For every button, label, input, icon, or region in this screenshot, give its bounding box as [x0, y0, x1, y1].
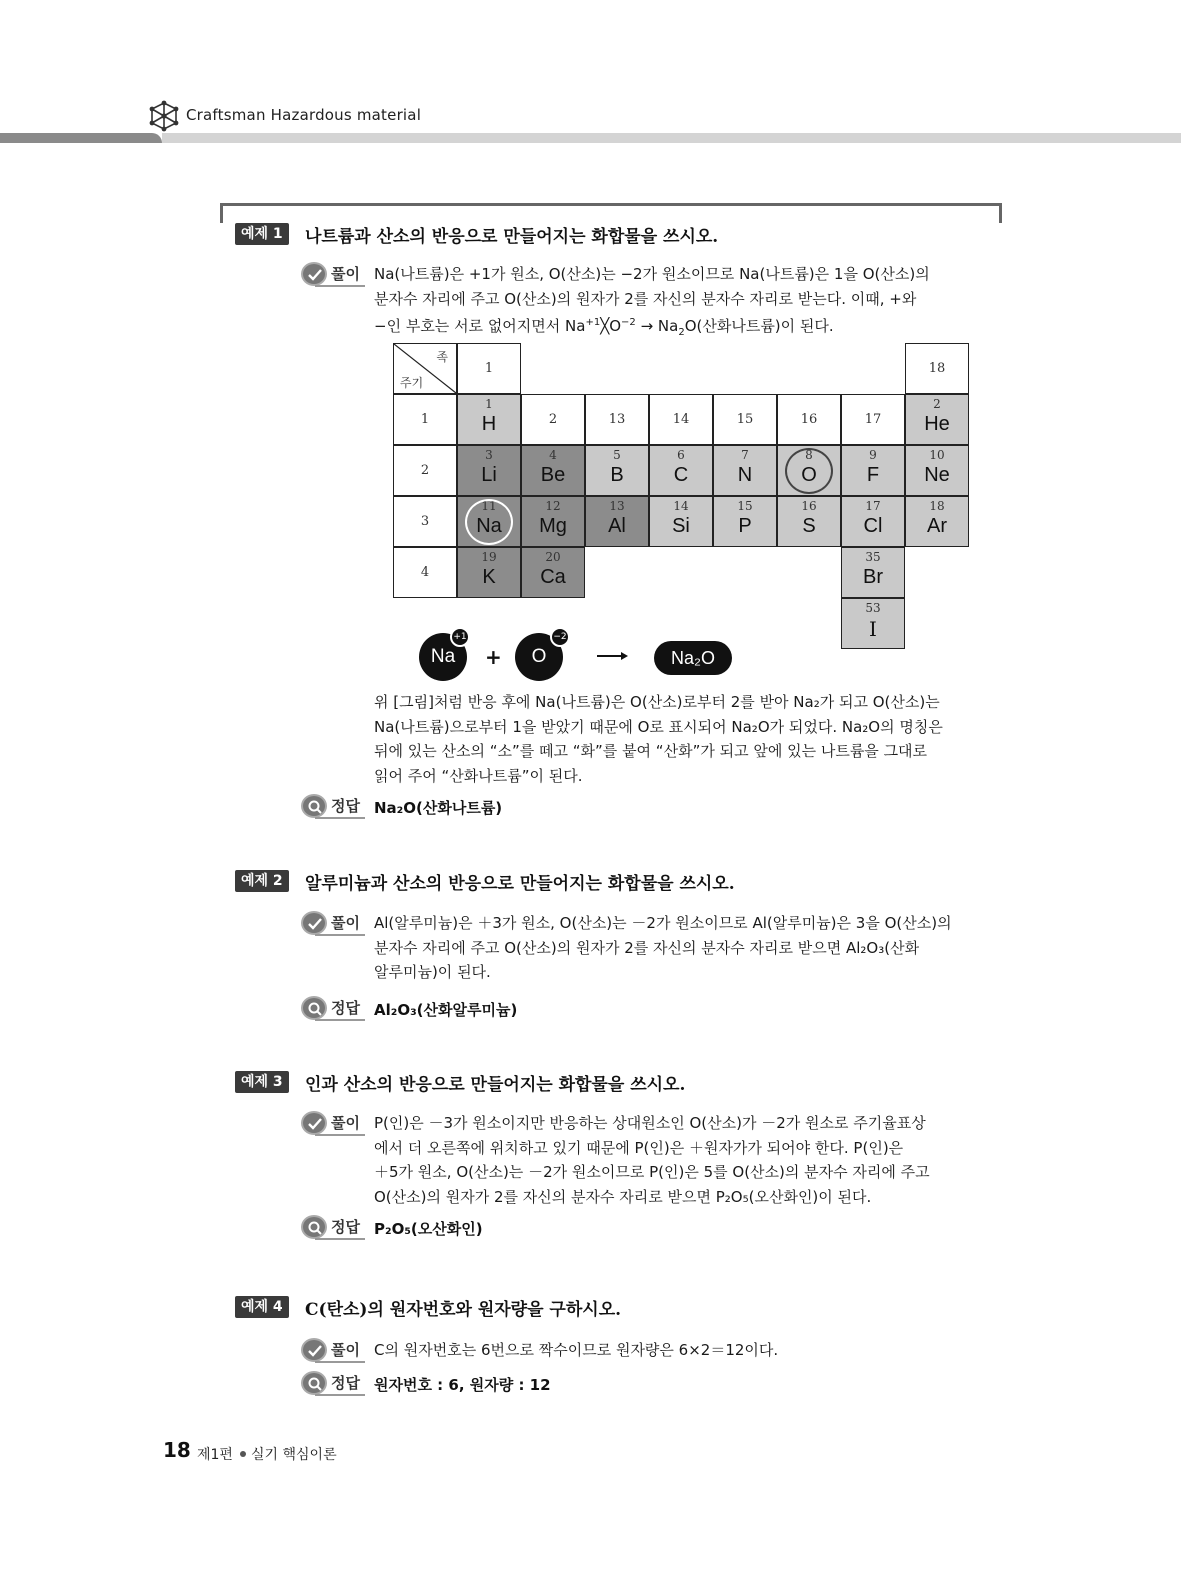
element-cell-k	[457, 547, 521, 598]
element-cell-ne	[905, 445, 969, 496]
element-cell-br	[841, 547, 905, 598]
group-header-inline	[777, 394, 841, 445]
group-header-label: 13	[608, 412, 626, 427]
answer-tag-3: 정답	[301, 1214, 365, 1240]
atomic-number: 17	[865, 499, 881, 513]
group-header-label: 15	[736, 412, 754, 427]
molecule-cube-icon	[148, 100, 180, 132]
solution-tag-2: 풀이	[301, 910, 365, 936]
pencil-check-icon	[306, 915, 324, 933]
period-label: 2	[420, 463, 430, 478]
footer-bullet	[240, 1451, 246, 1457]
group-header-inline	[585, 394, 649, 445]
atomic-number: 1	[485, 397, 493, 411]
element-symbol: Mg	[539, 515, 567, 537]
example-2-solution: Al(알루미늄)은 ＋3가 원소, O(산소)는 －2가 원소이므로 Al(알루미늄)은 3을 O(산소)의 분자수 자리에 주고 O(산소)의 원자가 2를 자신의 분자수 자리로 받으면 Al₂O₃(산화 알루미늄)이 된다.	[374, 914, 952, 981]
example-2-answer: Al₂O₃(산화알루미늄)	[374, 1001, 518, 1019]
period-label: 3	[420, 514, 430, 529]
group-header-inline	[649, 394, 713, 445]
atomic-number: 6	[677, 448, 685, 462]
plus-sign: +	[485, 645, 502, 669]
atomic-number: 20	[545, 550, 561, 564]
period-label-2	[393, 445, 457, 496]
answer-tag-1: 정답	[301, 793, 365, 819]
atomic-number: 8	[805, 448, 813, 462]
header-bar-light	[162, 133, 1181, 143]
element-symbol: Ar	[927, 515, 947, 537]
solution-tag-1: 풀이	[301, 261, 365, 287]
na-charge: +1	[450, 627, 470, 647]
element-cell-li	[457, 445, 521, 496]
element-cell-ar	[905, 496, 969, 547]
element-symbol: Br	[863, 566, 883, 588]
element-symbol: Na	[476, 515, 502, 537]
group-header-inline	[841, 394, 905, 445]
atomic-number: 7	[741, 448, 749, 462]
element-cell-s	[777, 496, 841, 547]
element-symbol: C	[673, 464, 689, 486]
o-charge: −2	[550, 627, 570, 647]
element-cell-o	[777, 445, 841, 496]
atomic-number: 19	[481, 550, 497, 564]
period-label-4	[393, 547, 457, 598]
element-cell-p	[713, 496, 777, 547]
element-cell-si	[649, 496, 713, 547]
group-header-label: 14	[672, 412, 690, 427]
pencil-check-icon	[306, 1342, 324, 1360]
example-4-badge: 예제 4	[235, 1296, 289, 1318]
element-symbol: S	[802, 515, 816, 537]
example-1-question: 나트륨과 산소의 반응으로 만들어지는 화합물을 쓰시오.	[305, 227, 719, 247]
solution-tag-4: 풀이	[301, 1337, 365, 1363]
example-1-answer: Na₂O(산화나트륨)	[374, 799, 503, 817]
group-header-label: 1	[484, 361, 494, 376]
table-corner: 족 주기	[393, 343, 457, 394]
page-header	[0, 96, 1181, 148]
element-cell-n	[713, 445, 777, 496]
atomic-number: 18	[929, 499, 945, 513]
atomic-number: 13	[609, 499, 625, 513]
example-4-solution: C의 원자번호는 6번으로 짝수이므로 원자량은 6×2＝12이다.	[374, 1341, 779, 1359]
element-symbol: O	[801, 464, 817, 486]
example-1-explanation: 위 [그림]처럼 반응 후에 Na(나트륨)은 O(산소)로부터 2를 받아 Na₂가 되고 O(산소)는 Na(나트륨)으로부터 1을 받았기 때문에 O로 표시되어 Na₂O가 되었다. Na₂O의 명칭은 뒤에 있는 산소의 “소”를 떼고 “화”를 붙여 “산화”가 되고 앞에 있는 나트륨을 그대로 읽어 주어 “산화나트륨”이 된다.	[374, 693, 943, 785]
element-symbol: K	[482, 566, 496, 588]
element-cell-b	[585, 445, 649, 496]
element-symbol: Al	[608, 515, 626, 537]
element-symbol: Si	[672, 515, 690, 537]
arrow-right-icon	[597, 650, 629, 662]
atomic-number: 53	[865, 601, 881, 615]
element-cell-f	[841, 445, 905, 496]
group-header-inline	[713, 394, 777, 445]
element-cell-c	[649, 445, 713, 496]
example-3-question: 인과 산소의 반응으로 만들어지는 화합물을 쓰시오.	[305, 1075, 686, 1095]
highlight-ring	[785, 448, 833, 494]
period-label: 4	[420, 565, 430, 580]
group-header-18	[905, 343, 969, 394]
element-symbol: N	[737, 464, 753, 486]
periodic-table	[393, 343, 969, 647]
period-label: 1	[420, 412, 430, 427]
example-4-question: C(탄소)의 원자번호와 원자량을 구하시오.	[305, 1300, 622, 1320]
element-cell-be	[521, 445, 585, 496]
element-cell-h	[457, 394, 521, 445]
element-symbol: Cl	[863, 515, 883, 537]
answer-tag-4: 정답	[301, 1370, 365, 1396]
element-symbol: Ne	[924, 464, 950, 486]
example-1-solution: Na(나트륨)은 +1가 원소, O(산소)는 −2가 원소이므로 Na(나트륨)은 1을 O(산소)의 분자수 자리에 주고 O(산소)의 원자가 2를 자신의 분자수 자리로 받는다. 이때, +와 −인 부호는 서로 없어지면서 $Na^{+1}╳O^{-2} \to Na_2O$(산화나트륨)이 된다.	[374, 265, 930, 338]
element-symbol: H	[481, 413, 497, 435]
group-header-label: 2	[548, 412, 558, 427]
example-3-badge: 예제 3	[235, 1071, 289, 1093]
solution-tag-3: 풀이	[301, 1110, 365, 1136]
group-header-label: 18	[928, 361, 946, 376]
element-symbol: I	[869, 617, 877, 641]
element-cell-ca	[521, 547, 585, 598]
group-header-label: 17	[864, 412, 882, 427]
element-symbol: F	[866, 464, 880, 486]
atomic-number: 12	[545, 499, 561, 513]
product-na2o: Na₂O	[654, 641, 732, 675]
pencil-check-icon	[306, 1115, 324, 1133]
element-symbol: Be	[540, 464, 566, 486]
element-symbol: B	[610, 464, 624, 486]
element-cell-he	[905, 394, 969, 445]
footer-part: 제1편	[197, 1447, 233, 1463]
example-4-answer: 원자번호 : 6, 원자량 : 12	[374, 1376, 551, 1394]
pencil-check-icon	[306, 266, 324, 284]
footer-section: 실기 핵심이론	[251, 1447, 337, 1463]
element-symbol: He	[924, 413, 950, 435]
highlight-ring	[465, 499, 513, 545]
header-bar-dark	[0, 133, 162, 143]
atomic-number: 35	[865, 550, 881, 564]
element-cell-i	[841, 598, 905, 649]
atomic-number: 2	[933, 397, 941, 411]
element-cell-na	[457, 496, 521, 547]
atomic-number: 5	[613, 448, 621, 462]
example-3-answer: P₂O₅(오산화인)	[374, 1220, 483, 1238]
atomic-number: 15	[737, 499, 753, 513]
element-cell-cl	[841, 496, 905, 547]
element-symbol: Ca	[540, 566, 566, 588]
atomic-number: 16	[801, 499, 817, 513]
magnifier-pencil-icon	[306, 1375, 324, 1393]
element-symbol: P	[738, 515, 752, 537]
period-label-3	[393, 496, 457, 547]
group-header-label: 16	[800, 412, 818, 427]
magnifier-pencil-icon	[306, 1219, 324, 1237]
example-1-badge: 예제 1	[235, 223, 289, 245]
atomic-number: 14	[673, 499, 689, 513]
book-title: Craftsman Hazardous material	[186, 106, 422, 124]
answer-tag-2: 정답	[301, 995, 365, 1021]
magnifier-pencil-icon	[306, 798, 324, 816]
atomic-number: 10	[929, 448, 945, 462]
atomic-number: 4	[549, 448, 557, 462]
example-2-badge: 예제 2	[235, 870, 289, 892]
na-ion: Na	[419, 633, 467, 681]
atomic-number: 11	[481, 499, 497, 513]
section-frame	[220, 203, 1002, 223]
magnifier-pencil-icon	[306, 1000, 324, 1018]
element-cell-mg	[521, 496, 585, 547]
group-header-1	[457, 343, 521, 394]
page-number: 18	[163, 1438, 191, 1462]
group-header-inline	[521, 394, 585, 445]
element-cell-al	[585, 496, 649, 547]
element-symbol: Li	[481, 464, 497, 486]
o-ion: O	[515, 633, 563, 681]
example-3-solution: P(인)은 －3가 원소이지만 반응하는 상대원소인 O(산소)가 －2가 원소로 주기율표상 에서 더 오른쪽에 위치하고 있기 때문에 P(인)은 ＋원자가가 되어야 한다. P(인)은 ＋5가 원소, O(산소)는 －2가 원소이므로 P(인)은 5를 O(산소)의 분자수 자리에 주고 O(산소)의 원자가 2를 자신의 분자수 자리로 받으면 P₂O₅(오산화인)이 된다.	[374, 1114, 930, 1206]
period-label-1	[393, 394, 457, 445]
example-2-question: 알루미늄과 산소의 반응으로 만들어지는 화합물을 쓰시오.	[305, 874, 735, 894]
atomic-number: 3	[485, 448, 493, 462]
atomic-number: 9	[869, 448, 877, 462]
